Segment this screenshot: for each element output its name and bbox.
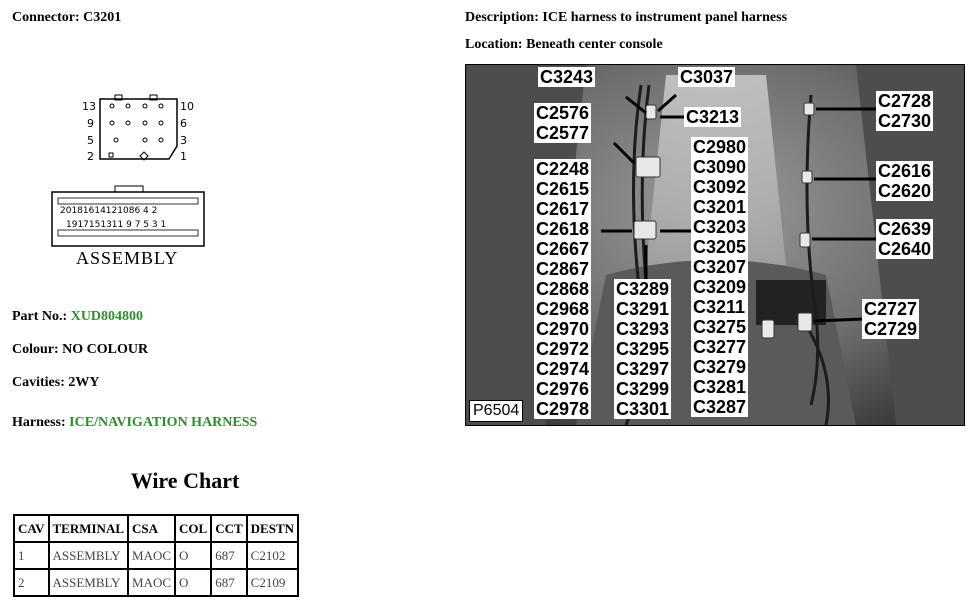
photo-label-c2974: C2974 [536, 359, 590, 379]
photo-label-c2727: C2727 [864, 299, 918, 319]
cell-col: O [175, 542, 211, 569]
photo-label-c2667: C2667 [536, 239, 590, 259]
photo-label-c2970: C2970 [536, 319, 590, 339]
assembly-top-pins: 20181614121086 4 2 [60, 206, 158, 216]
pin-1-label: 1 [180, 150, 187, 163]
photo-label-c3209: C3209 [693, 277, 747, 297]
col-csa: CSA [128, 515, 175, 542]
colour-line [12, 342, 148, 358]
photo-label-c3299: C3299 [616, 379, 670, 399]
photo-label-r4 [862, 299, 919, 339]
assembly-label: ASSEMBLY [76, 248, 179, 268]
photo-label-c3291: C3291 [616, 299, 670, 319]
assembly-outline [52, 192, 204, 246]
photo-label-c2618: C2618 [536, 219, 590, 239]
photo-label-left-column [534, 159, 591, 419]
photo-label-c3090: C3090 [693, 157, 747, 177]
col-col: COL [175, 515, 211, 542]
photo-label-c2576: C2576 [536, 103, 590, 123]
photo-label-c2616: C2616 [878, 161, 932, 181]
location-photo [465, 64, 965, 426]
photo-label-c3297: C3297 [616, 359, 670, 379]
cavities-label: Cavities: [12, 375, 65, 390]
photo-label-c3213: C3213 [686, 107, 740, 127]
wire-chart-table [13, 514, 299, 597]
assembly-tab [115, 186, 143, 192]
photo-label-c3201: C3201 [693, 197, 747, 217]
photo-label-c2617: C2617 [536, 199, 590, 219]
photo-label-c2615: C2615 [536, 179, 590, 199]
col-destn: DESTN [247, 515, 298, 542]
photo-label-c2248: C2248 [536, 159, 590, 179]
photo-label-r3 [876, 219, 933, 259]
photo-label-c3207: C3207 [693, 257, 747, 277]
colour-value: NO COLOUR [62, 342, 149, 357]
cell-csa: MAOC [128, 542, 175, 569]
part-number-link[interactable]: XUD804800 [70, 309, 144, 324]
photo-label-c2867: C2867 [536, 259, 590, 279]
photo-label-c3301: C3301 [616, 399, 670, 419]
location-value: Beneath center console [526, 37, 663, 52]
cell-terminal: ASSEMBLY [49, 542, 129, 569]
cell-cav: 2 [14, 569, 49, 596]
photo-label-c2968: C2968 [536, 299, 590, 319]
connector-value: C3201 [83, 10, 122, 25]
cell-csa: MAOC [128, 569, 175, 596]
description-label: Description: [465, 10, 539, 25]
harness-link[interactable]: ICE/NAVIGATION HARNESS [69, 415, 258, 430]
photo-label-c2620: C2620 [878, 181, 932, 201]
photo-label-c3037: C3037 [680, 67, 734, 87]
photo-label-c3287: C3287 [693, 397, 747, 417]
pin-6-label: 6 [180, 117, 187, 130]
photo-label-c2976: C2976 [536, 379, 590, 399]
cavities-value: 2WY [68, 375, 100, 390]
photo-label-c3279: C3279 [693, 357, 747, 377]
pin-9-label: 9 [87, 117, 94, 130]
photo-label-c3243: C3243 [540, 67, 594, 87]
location-label: Location: [465, 37, 523, 52]
photo-label-c2577: C2577 [536, 123, 590, 143]
photo-label-c2868: C2868 [536, 279, 590, 299]
connector-label: Connector: [12, 10, 80, 25]
photo-id: P6504 [469, 400, 523, 422]
cell-cct: 687 [211, 542, 246, 569]
description-value: ICE harness to instrument panel harness [542, 10, 788, 25]
photo-label-c2729: C2729 [864, 319, 918, 339]
col-cct: CCT [211, 515, 246, 542]
photo-label-c3211: C3211 [693, 297, 746, 317]
assembly-bottom-pins: 1917151311 9 7 5 3 1 [66, 220, 167, 230]
photo-label-c3275: C3275 [693, 317, 747, 337]
photo-label-center-column [691, 137, 748, 417]
harness-label: Harness: [12, 415, 66, 430]
cell-destn: C2102 [247, 542, 298, 569]
photo-label-c2978: C2978 [536, 399, 590, 419]
harness-line [12, 415, 257, 431]
connector-diagram [60, 92, 210, 272]
photo-label-r2 [876, 161, 933, 201]
connector-header [12, 10, 121, 26]
assembly-terminal-rows [58, 198, 198, 236]
table-row [14, 569, 298, 596]
photo-label-c3289: C3289 [616, 279, 670, 299]
photo-label-c2639: C2639 [878, 219, 932, 239]
photo-label-c3203: C3203 [693, 217, 747, 237]
cavity-2 [109, 153, 113, 157]
photo-label-c2576-group [534, 103, 591, 143]
description-header [465, 10, 787, 26]
photo-label-mid-column [614, 279, 671, 419]
photo-label-c2980: C2980 [693, 137, 747, 157]
table-row [14, 542, 298, 569]
photo-label-c3293: C3293 [616, 319, 670, 339]
photo-label-r1 [876, 91, 933, 131]
pin-5-label: 5 [87, 134, 94, 147]
col-terminal: TERMINAL [49, 515, 129, 542]
pin-2-label: 2 [87, 150, 94, 163]
photo-label-c2730: C2730 [878, 111, 932, 131]
photo-label-c3092: C3092 [693, 177, 747, 197]
photo-label-c3205: C3205 [693, 237, 747, 257]
photo-label-c3277: C3277 [693, 337, 747, 357]
pin-3-label: 3 [180, 134, 187, 147]
cell-destn: C2109 [247, 569, 298, 596]
cavities-line [12, 375, 100, 391]
pin-10-label: 10 [180, 100, 194, 113]
cell-col: O [175, 569, 211, 596]
photo-label-c3281: C3281 [693, 377, 747, 397]
photo-label-c2640: C2640 [878, 239, 932, 259]
location-header [465, 37, 663, 53]
photo-label-c2728: C2728 [878, 91, 932, 111]
photo-label-c3295: C3295 [616, 339, 670, 359]
wire-chart-title: Wire Chart [130, 468, 240, 493]
wire-chart-header-row [14, 515, 298, 542]
cell-terminal: ASSEMBLY [49, 569, 129, 596]
colour-label: Colour: [12, 342, 59, 357]
part-number-label: Part No.: [12, 309, 68, 324]
cell-cct: 687 [211, 569, 246, 596]
photo-label-c2972: C2972 [536, 339, 590, 359]
part-number-line [12, 309, 143, 325]
col-cav: CAV [14, 515, 49, 542]
pin-13-label: 13 [82, 100, 96, 113]
cavity-grid [110, 104, 163, 142]
cell-cav: 1 [14, 542, 49, 569]
